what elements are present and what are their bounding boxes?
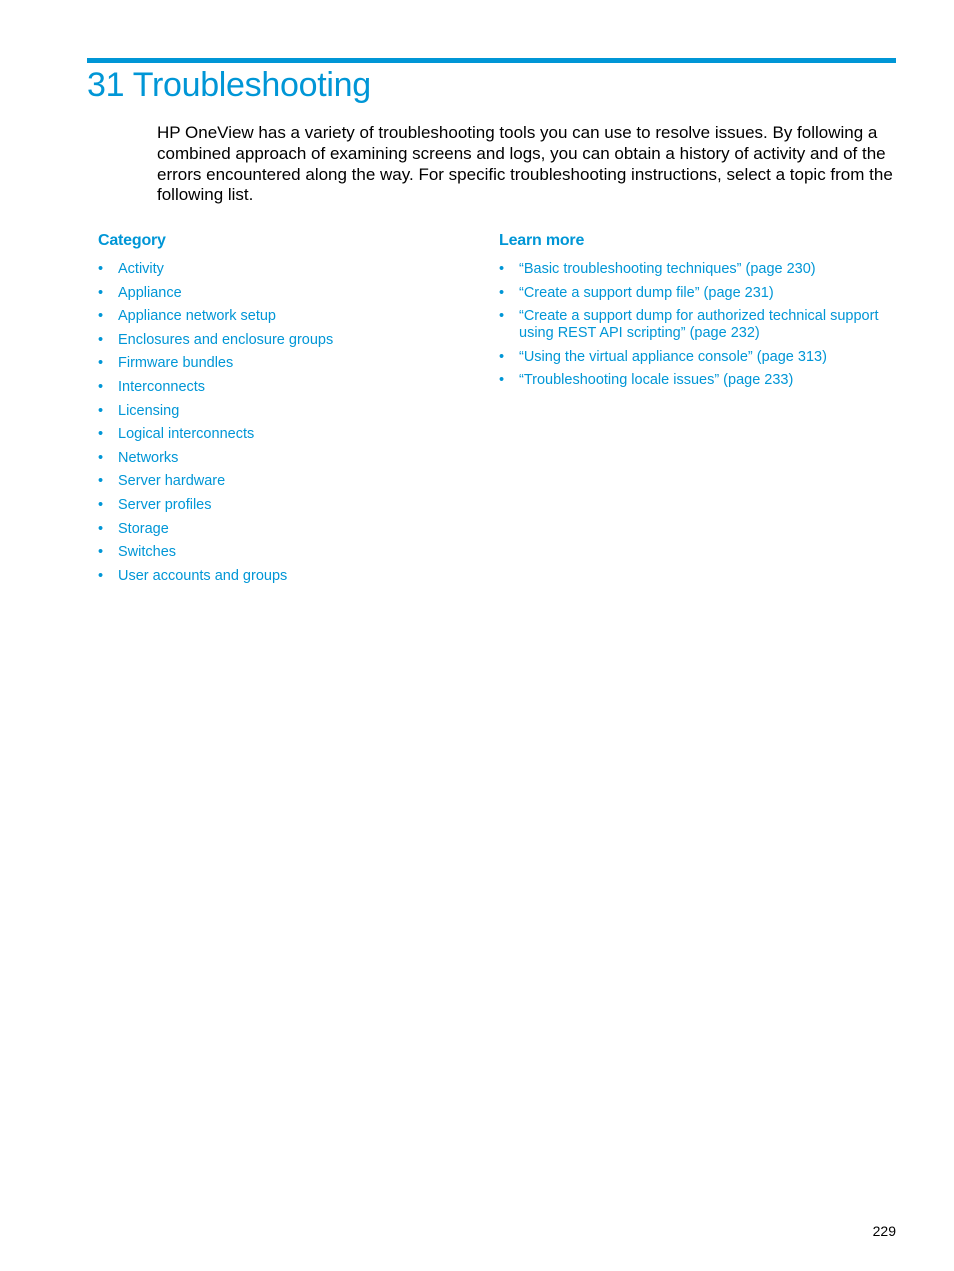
category-item-label: Firmware bundles — [118, 355, 234, 372]
category-item-label: Networks — [118, 449, 179, 466]
category-item-label: User accounts and groups — [118, 567, 288, 584]
category-item-label: Switches — [118, 544, 177, 561]
learn-more-link-support-dump[interactable] — [499, 285, 889, 302]
bullet-icon: • — [98, 496, 104, 513]
learn-more-link-basic-techniques[interactable] — [499, 261, 889, 278]
bullet-icon: • — [98, 449, 104, 466]
category-item-activity[interactable] — [98, 261, 333, 285]
category-heading: Category — [98, 232, 166, 249]
category-item-enclosures[interactable] — [98, 332, 333, 356]
category-item-label: Logical interconnects — [118, 426, 255, 443]
category-item-label: Interconnects — [118, 378, 206, 395]
category-item-user-accounts[interactable] — [98, 568, 333, 592]
intro-paragraph: HP OneView has a variety of troubleshooting tools you can use to resolve issues. By following a combined approach of examining screens and logs, you can obtain a history of activity and of the errors encountered along the way. For specific troubleshooting instructions, select a topic from the following list. — [157, 123, 893, 205]
category-item-label: Storage — [118, 520, 169, 537]
category-list — [98, 261, 333, 591]
bullet-icon: • — [499, 284, 505, 301]
category-item-storage[interactable] — [98, 521, 333, 545]
learn-more-link-appliance-console[interactable] — [499, 349, 889, 366]
category-item-switches[interactable] — [98, 544, 333, 568]
bullet-icon: • — [499, 372, 505, 388]
bullet-icon: • — [98, 308, 104, 325]
category-item-server-hardware[interactable] — [98, 473, 333, 497]
learn-more-link-support-dump-rest[interactable] — [499, 308, 889, 342]
bullet-icon: • — [98, 331, 104, 348]
bullet-icon: • — [98, 261, 104, 277]
bullet-icon: • — [98, 520, 104, 537]
learn-more-list — [499, 261, 889, 396]
category-item-label: Enclosures and enclosure groups — [118, 331, 334, 348]
category-item-label: Appliance — [118, 284, 182, 301]
bullet-icon: • — [98, 284, 104, 301]
category-item-server-profiles[interactable] — [98, 497, 333, 521]
category-item-interconnects[interactable] — [98, 379, 333, 403]
category-item-appliance-network-setup[interactable] — [98, 308, 333, 332]
category-item-appliance[interactable] — [98, 285, 333, 309]
bullet-icon: • — [98, 378, 104, 395]
learn-more-link-label: “Create a support dump file” (page 231) — [519, 284, 774, 301]
category-item-label: Server hardware — [118, 473, 226, 490]
category-item-label: Appliance network setup — [118, 308, 276, 325]
learn-more-link-locale-issues[interactable] — [499, 372, 889, 389]
learn-more-link-label: “Basic troubleshooting techniques” (page 230) — [519, 261, 816, 277]
learn-more-heading: Learn more — [499, 232, 585, 249]
bullet-icon: • — [98, 544, 104, 561]
category-item-label: Server profiles — [118, 496, 212, 513]
category-item-networks[interactable] — [98, 450, 333, 474]
bullet-icon: • — [98, 473, 104, 490]
bullet-icon: • — [98, 355, 104, 372]
page-number: 229 — [872, 1223, 896, 1239]
learn-more-link-label: “Troubleshooting locale issues” (page 233) — [519, 372, 794, 388]
learn-more-link-label: “Using the virtual appliance console” (page 313) — [519, 348, 827, 365]
bullet-icon: • — [499, 348, 505, 365]
category-item-firmware-bundles[interactable] — [98, 355, 333, 379]
category-item-licensing[interactable] — [98, 403, 333, 427]
bullet-icon: • — [98, 567, 104, 584]
category-item-label: Licensing — [118, 402, 180, 419]
bullet-icon: • — [499, 308, 505, 324]
bullet-icon: • — [98, 426, 104, 443]
learn-more-link-label: “Create a support dump for authorized technical support using REST API scripting” (page 232) — [519, 308, 879, 341]
category-item-label: Activity — [118, 261, 164, 277]
category-item-logical-interconnects[interactable] — [98, 426, 333, 450]
chapter-title: 31 Troubleshooting — [87, 66, 371, 104]
bullet-icon: • — [98, 402, 104, 419]
bullet-icon: • — [499, 261, 505, 277]
